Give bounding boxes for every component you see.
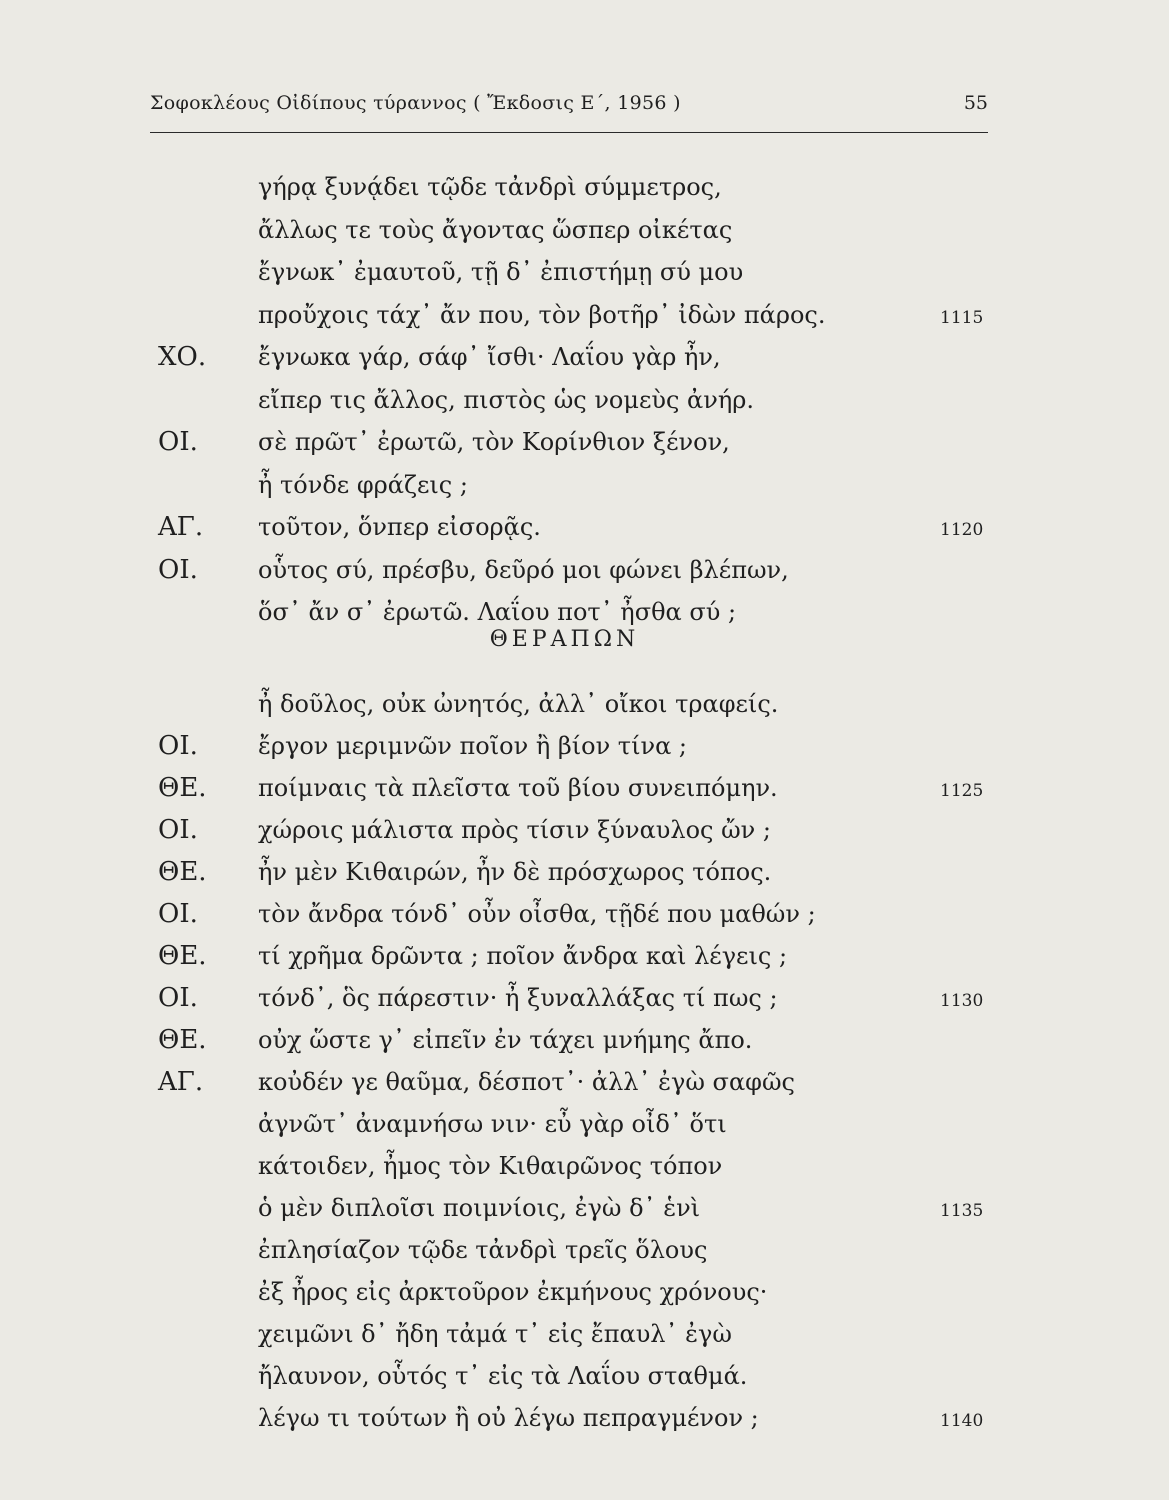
speaker-label: ΘΕ.	[158, 1025, 207, 1055]
verse-text: σὲ πρῶτ᾽ ἐρωτῶ, τὸν Κορίνθιον ξένον,	[258, 428, 730, 456]
verse-line	[0, 897, 1169, 935]
verse-line	[0, 510, 1169, 548]
verse-line	[0, 553, 1169, 591]
verse-line	[0, 383, 1169, 421]
running-header	[150, 92, 988, 133]
verse-line	[0, 1233, 1169, 1271]
verse-line	[0, 255, 1169, 293]
verse-text: ἐξ ἦρος εἰς ἀρκτοῦρον ἐκμήνους χρόνους·	[258, 1278, 768, 1306]
verse-line	[0, 213, 1169, 251]
verse-text: χώροις μάλιστα πρὸς τίσιν ξύναυλος ὤν ;	[258, 816, 771, 844]
verse-text: τί χρῆμα δρῶντα ; ποῖον ἄνδρα καὶ λέγεις ;	[258, 942, 788, 970]
verse-text: ἦ δοῦλος, οὐκ ὠνητός, ἀλλ᾽ οἴκοι τραφείς.	[258, 690, 779, 718]
line-number: 1120	[940, 520, 984, 540]
verse-line	[0, 687, 1169, 725]
header-title: Σοφοκλέους Οἰδίπους τύραννος ( Ἔκδοσις Ε΄, 1956 )	[150, 92, 681, 114]
verse-line	[0, 939, 1169, 977]
line-number: 1125	[940, 781, 984, 801]
character-heading-label: ΘΕΡΑΠΩΝ	[489, 627, 640, 652]
verse-line	[0, 1317, 1169, 1355]
speaker-label: ΟΙ.	[158, 731, 198, 761]
verse-line	[0, 340, 1169, 378]
speaker-label: ΑΓ.	[158, 1067, 204, 1097]
verse-text: ἀγνῶτ᾽ ἀναμνήσω νιν· εὖ γὰρ οἶδ᾽ ὅτι	[258, 1110, 727, 1138]
verse-line	[0, 813, 1169, 851]
verse-text: κάτοιδεν, ἦμος τὸν Κιθαιρῶνος τόπον	[258, 1152, 723, 1180]
verse-line	[0, 1149, 1169, 1187]
verse-text: ἦ τόνδε φράζεις ;	[258, 470, 468, 499]
verse-line	[0, 1107, 1169, 1145]
speaker-label: ΟΙ.	[158, 427, 198, 457]
speaker-label: ΟΙ.	[158, 554, 198, 585]
verse-line	[0, 771, 1169, 809]
verse-text: ἔγνωκα γάρ, σάφ᾽ ἴσθι· Λαΐου γὰρ ἦν,	[258, 343, 721, 371]
speaker-label: ΟΙ.	[158, 983, 198, 1013]
verse-line	[0, 1023, 1169, 1061]
verse-text: προὔχοις τάχ᾽ ἄν που, τὸν βοτῆρ᾽ ἰδὼν πάρος.	[258, 300, 826, 329]
verse-line	[0, 1359, 1169, 1397]
verse-line	[0, 1401, 1169, 1439]
line-number: 1115	[940, 307, 984, 328]
verse-text: τόνδ᾽, ὃς πάρεστιν· ἦ ξυναλλάξας τί πως ;	[258, 984, 778, 1012]
verse-text: ἤλαυνον, οὗτός τ᾽ εἰς τὰ Λαΐου σταθμά.	[258, 1362, 748, 1390]
speaker-label: ΘΕ.	[158, 857, 207, 887]
verse-line	[0, 1065, 1169, 1103]
verse-line	[0, 1191, 1169, 1229]
line-number: 1135	[940, 1201, 984, 1221]
speaker-label: ΟΙ.	[158, 899, 198, 929]
character-heading	[0, 627, 1169, 652]
speaker-label: ΘΕ.	[158, 941, 207, 971]
verse-text: οὗτος σύ, πρέσβυ, δεῦρό μοι φώνει βλέπων,	[258, 555, 789, 584]
verse-text: ἐπλησίαζον τῷδε τἀνδρὶ τρεῖς ὅλους	[258, 1236, 708, 1264]
verse-text: κοὐδέν γε θαῦμα, δέσποτ᾽· ἀλλ᾽ ἐγὼ σαφῶς	[258, 1068, 795, 1096]
verse-text: οὐχ ὥστε γ᾽ εἰπεῖν ἐν τάχει μνήμης ἄπο.	[258, 1026, 753, 1054]
speaker-label: ΘΕ.	[158, 773, 207, 803]
line-number: 1140	[940, 1411, 984, 1431]
verse-line	[0, 981, 1169, 1019]
verse-line	[0, 855, 1169, 893]
verse-text: ἔγνωκ᾽ ἐμαυτοῦ, τῇ δ᾽ ἐπιστήμῃ σύ μου	[258, 258, 744, 286]
speaker-label: ΟΙ.	[158, 815, 198, 845]
verse-text: εἴπερ τις ἄλλος, πιστὸς ὡς νομεὺς ἀνήρ.	[258, 385, 754, 414]
verse-text: ἄλλως τε τοὺς ἄγοντας ὥσπερ οἰκέτας	[258, 215, 733, 244]
verse-line	[0, 425, 1169, 463]
speaker-label: ΧΟ.	[158, 342, 207, 372]
verse-text: ἔργον μεριμνῶν ποῖον ἢ βίον τίνα ;	[258, 732, 687, 760]
verse-text: χειμῶνι δ᾽ ἤδη τἀμά τ᾽ εἰς ἔπαυλ᾽ ἐγὼ	[258, 1320, 732, 1348]
verse-text: τοῦτον, ὅνπερ εἰσορᾷς.	[258, 513, 541, 541]
verse-text: ἦν μὲν Κιθαιρών, ἦν δὲ πρόσχωρος τόπος.	[258, 858, 772, 886]
verse-line	[0, 1275, 1169, 1313]
verse-line	[0, 298, 1169, 336]
verse-text: ποίμναις τὰ πλεῖστα τοῦ βίου συνειπόμην.	[258, 774, 778, 802]
verse-text: γήρᾳ ξυνᾴδει τῷδε τἀνδρὶ σύμμετρος,	[258, 173, 722, 201]
verse-line	[0, 468, 1169, 506]
verse-text: λέγω τι τούτων ἢ οὐ λέγω πεπραγμένον ;	[258, 1404, 759, 1432]
speaker-label: ΑΓ.	[158, 512, 204, 542]
page-number: 55	[963, 92, 988, 114]
verse-text: ὅσ᾽ ἄν σ᾽ ἐρωτῶ. Λαΐου ποτ᾽ ἦσθα σύ ;	[258, 598, 737, 626]
line-number: 1130	[940, 991, 984, 1011]
verse-line	[0, 729, 1169, 767]
verse-line	[0, 170, 1169, 208]
verse-text: τὸν ἄνδρα τόνδ᾽ οὖν οἶσθα, τῇδέ που μαθών ;	[258, 900, 816, 928]
verse-text: ὁ μὲν διπλοῖσι ποιμνίοις, ἐγὼ δ᾽ ἑνὶ	[258, 1194, 701, 1222]
